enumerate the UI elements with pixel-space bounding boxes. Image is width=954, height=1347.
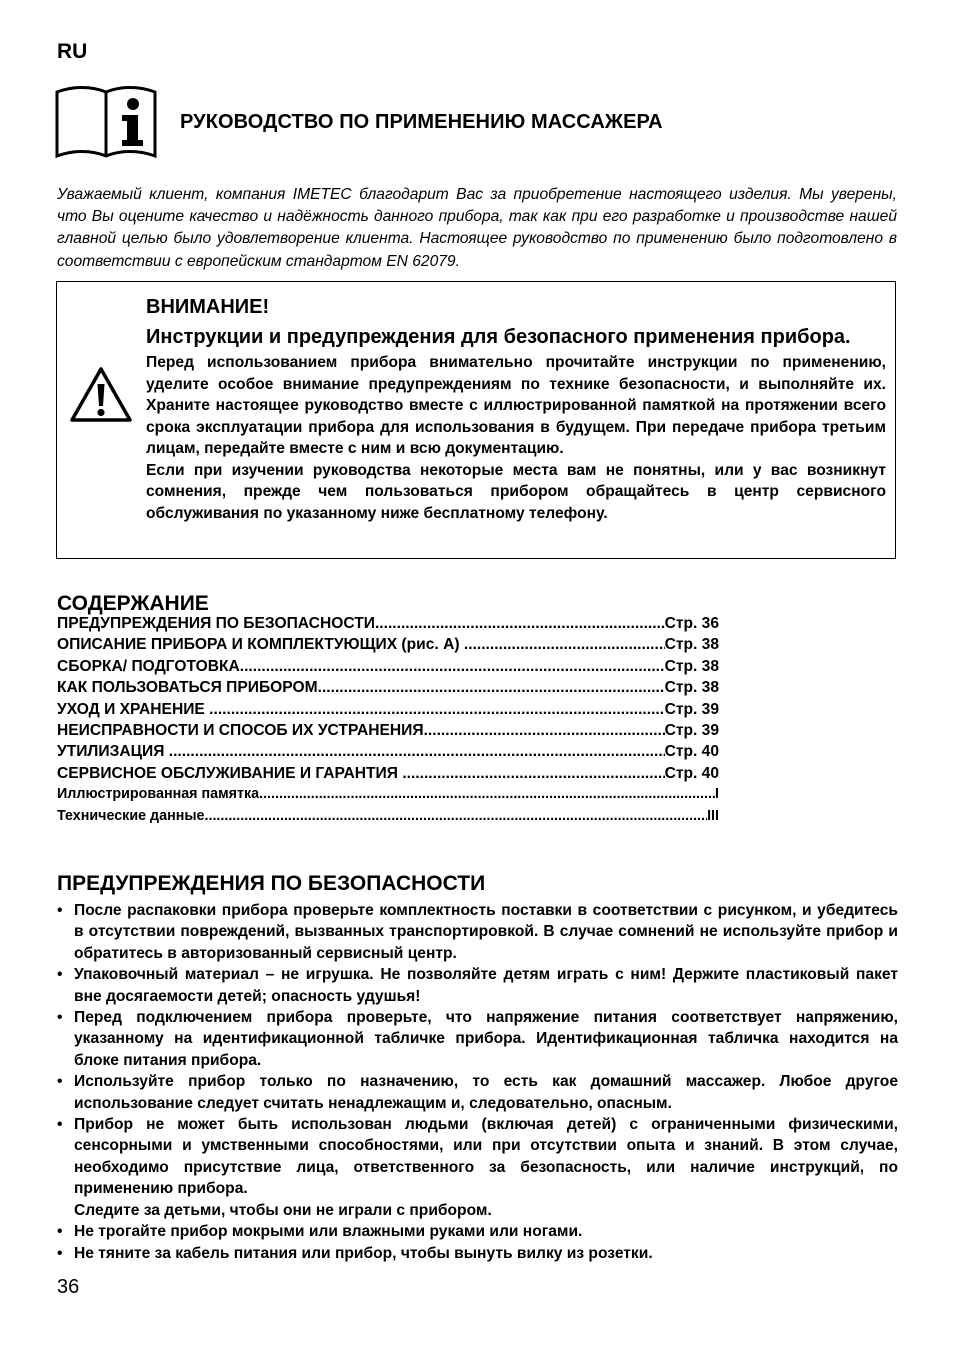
list-item-text: После распаковки прибора проверьте комплектность поставки в соответствии с рисунком, и убедитесь в отсутствии повреждений, вызванных транспортировкой. В случае сомнений не используйте прибор и обратитесь в авторизованный сервисный центр. [74,902,898,962]
toc-item [57,765,719,786]
bullet: • [57,1223,63,1241]
toc-item-page: Стр. 38 [664,636,719,654]
toc-item-page: Стр. 40 [664,764,719,782]
toc-leader-dots [240,658,665,676]
list-item-text: Не тяните за кабель питания или прибор, чтобы вынуть вилку из розетки. [74,1244,653,1262]
list-item [57,1243,898,1264]
toc-item-label: КАК ПОЛЬЗОВАТЬСЯ ПРИБОРОМ [57,679,318,697]
toc-item-page: Стр. 39 [664,721,719,739]
toc-item-label: Иллюстрированная памятка [57,786,260,803]
toc-leader-dots [259,786,715,802]
toc-item-page: III [707,807,719,824]
list-item-text: Перед подключением прибора проверьте, что напряжение питания соответствует напряжению, указанному на идентификационной табличке прибора. Идентификационная табличка находится на блоке питания прибора. [74,1009,898,1069]
list-item [57,1221,898,1242]
toc-item [57,722,719,743]
safety-section-title: ПРЕДУПРЕЖДЕНИЯ ПО БЕЗОПАСНОСТИ [57,872,486,895]
safety-list [57,900,898,1264]
bullet: • [57,902,63,919]
bullet: • [57,1073,63,1091]
toc-item [57,701,719,722]
toc-item-page: Стр. 39 [664,700,719,718]
toc-item [57,658,719,679]
toc-item-label: УТИЛИЗАЦИЯ [57,743,169,761]
list-item-note: Следите за детьми, чтобы они не играли с прибором. [74,1201,492,1219]
warning-triangle-icon [69,366,133,424]
toc-item [57,615,719,636]
page-number: 36 [57,1276,80,1298]
toc-item-label: СБОРКА/ ПОДГОТОВКА [57,657,240,675]
toc-item-page: Стр. 36 [664,615,719,632]
toc-item [57,679,719,700]
warning-subheading: Инструкции и предупреждения для безопасного применения прибора. [146,326,851,348]
toc-item [57,808,719,829]
toc-leader-dots [375,615,665,633]
toc-leader-dots [402,765,664,783]
list-item [57,964,898,1007]
toc-leader-dots [169,743,665,761]
toc-item-page: Стр. 38 [664,657,719,675]
toc-item-label: ОПИСАНИЕ ПРИБОРА И КОМПЛЕКТУЮЩИХ (рис. А) [57,636,464,654]
toc-item-label: УХОД И ХРАНЕНИЕ [57,700,210,718]
bullet: • [57,1009,63,1027]
warning-paragraph: Если при изучении руководства некоторые места вам не понятны, или у вас возникнут сомнения, прежде чем пользоваться прибором обращайтесь в центр сервисного обслуживания по указанному ниже бесплатному телефону. [146,461,886,522]
warning-paragraph: Перед использованием прибора внимательно прочитайте инструкции по применению, уделите особое внимание предупреждениям по технике безопасности, и выполняйте их. Храните настоящее руководство вместе с иллюстрированной памяткой на протяжении всего срока эксплуатации прибора для использования в будущем. При передаче прибора третьим лицам, передайте вместе с ним и всю документацию. [146,354,886,457]
toc-item-label: ПРЕДУПРЕЖДЕНИЯ ПО БЕЗОПАСНОСТИ [57,615,375,632]
list-item [57,900,898,964]
warning-box [56,281,896,559]
toc-item-label: НЕИСПРАВНОСТИ И СПОСОБ ИХ УСТРАНЕНИЯ [57,721,424,739]
toc-leader-dots [205,808,708,824]
list-item-text: Не трогайте прибор мокрыми или влажными руками или ногами. [74,1223,583,1241]
toc-item-page: Стр. 40 [664,743,719,761]
list-item [57,1007,898,1071]
bullet: • [57,1116,63,1134]
toc-item [57,786,719,807]
list-item-text: Упаковочный материал – не игрушка. Не позволяйте детям играть с ним! Держите пластиковый пакет вне досягаемости детей; опасность удушья! [74,966,898,1005]
manual-title: РУКОВОДСТВО ПО ПРИМЕНЕНИЮ МАССАЖЕРА [180,111,663,133]
manual-info-icon [55,86,157,158]
toc-leader-dots [424,722,665,740]
intro-paragraph: Уважаемый клиент, компания IMETEC благодарит Вас за приобретение настоящего изделия. Мы уверены, что Вы оцените качество и надёжность данного прибора, так как при его разработке и производстве нашей главной целью было удовлетворение клиента. Настоящее руководство по применению было подготовлено в соответствии с европейским стандартом EN 62079. [57,186,897,270]
toc-item-label: Технические данные [57,807,205,824]
warning-heading: ВНИМАНИЕ! [146,296,270,318]
toc-item-page: I [715,786,719,803]
toc-item [57,743,719,764]
toc-leader-dots [318,679,665,697]
bullet: • [57,966,63,984]
list-item [57,1071,898,1114]
toc-item-page: Стр. 38 [664,679,719,697]
list-item [57,1114,898,1221]
table-of-contents [57,615,719,829]
list-item-text: Прибор не может быть использован людьми (включая детей) с ограниченными физическими, сенсорными и умственными способностями, или при отсутствии опыта и знаний. В этом случае, необходимо присутствие лица, ответственного за безопасность, или наличие инструкций, по применению прибора. [74,1116,898,1198]
toc-item-label: СЕРВИСНОЕ ОБСЛУЖИВАНИЕ И ГАРАНТИЯ [57,764,403,782]
toc-item [57,636,719,657]
toc-title: СОДЕРЖАНИЕ [57,592,209,615]
toc-leader-dots [464,636,665,654]
bullet: • [57,1244,63,1262]
language-code: RU [57,40,88,63]
list-item-text: Используйте прибор только по назначению, то есть как домашний массажер. Любое другое использование следует считать ненадлежащим и, следовательно, опасным. [74,1073,898,1112]
toc-leader-dots [209,701,664,719]
